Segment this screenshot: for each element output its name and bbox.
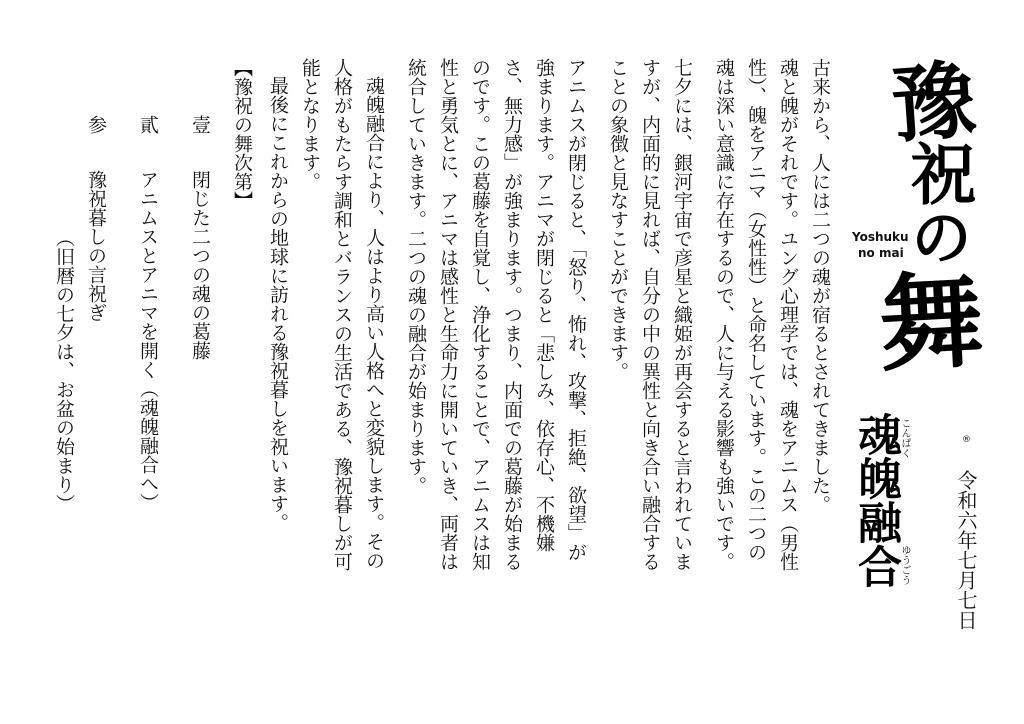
event-title: 魂魄融合: [850, 412, 901, 588]
event-title-ruby-1: こんぱく: [899, 418, 910, 458]
program-item-number: 壹: [189, 115, 211, 134]
body-line: 統合していきます。二つの魂の融合が始まります。: [405, 58, 427, 495]
event-title-ruby-2: ゆうごう: [899, 545, 910, 585]
body-line: 性）、魄をアニマ（女性性）と命名しています。この二つの: [745, 58, 767, 562]
program-item-text: 閉じた二つの魂の葛藤: [189, 170, 211, 360]
program-note: （旧暦の七夕は、お盆の始まり）: [53, 228, 75, 513]
body-line: すが、内面的に見れば、自分の中の異性と向き合い融合する: [639, 58, 661, 571]
logo-char-2: 祝: [899, 140, 977, 206]
program-item-number: 貳: [137, 115, 159, 134]
event-date: 令和六年七月七日: [954, 470, 978, 630]
body-line: 人格がもたらす調和とバランスの生活である、豫祝暮しが可: [331, 58, 353, 571]
logo-romaji-2: no mai: [858, 246, 904, 260]
body-line: 魂は深い意識に存在するので、人に与える影響も強いです。: [713, 58, 735, 571]
body-line: さ、無力感」が強まります。つまり、内面での葛藤が始まる: [501, 58, 523, 571]
body-line: ことの象徴と見なすことができます。: [607, 58, 629, 381]
logo-romaji-1: Yoshuku: [852, 230, 909, 244]
program-item-text: 豫祝暮しの言祝ぎ: [85, 170, 107, 322]
body-line: 七夕には、銀河宇宙で彦星と織姫が再会すると言われていま: [671, 58, 693, 571]
logo-char-4: 舞: [858, 264, 987, 376]
body-line: 古来から、人には二つの魂が宿るとされてきました。: [809, 58, 831, 514]
body-line: 魂と魄がそれです。ユング心理学では、魂をアニムス（男性: [777, 58, 799, 571]
body-line: 能となります。: [299, 58, 321, 191]
registered-mark: ®: [962, 435, 971, 445]
body-line: 最後にこれからの地球に訪れる豫祝暮しを祝います。: [267, 76, 289, 532]
program-item-number: 参: [85, 115, 107, 134]
logo-char-3: の: [900, 205, 973, 267]
body-line: アニムスが閉じると、「怒り、怖れ、攻撃、拒絶、欲望」が: [565, 58, 587, 562]
body-line: 強まります。アニマが閉じると「悲しみ、依存心、不機嫌: [533, 58, 555, 552]
program-item-text: アニムスとアニマを開く（魂魄融合へ）: [137, 170, 159, 512]
body-line: のです。この葛藤を自覚し、浄化することで、アニムスは知: [469, 58, 491, 571]
logo-char-1: 豫: [875, 54, 980, 146]
body-line: 魂魄融合により、人はより高い人格へと変貌します。その: [363, 76, 385, 570]
body-line: 性と勇気とに、アニマは感性と生命力に開いていき、両者は: [437, 58, 459, 571]
program-heading: 【豫祝の舞次第】: [231, 58, 253, 210]
